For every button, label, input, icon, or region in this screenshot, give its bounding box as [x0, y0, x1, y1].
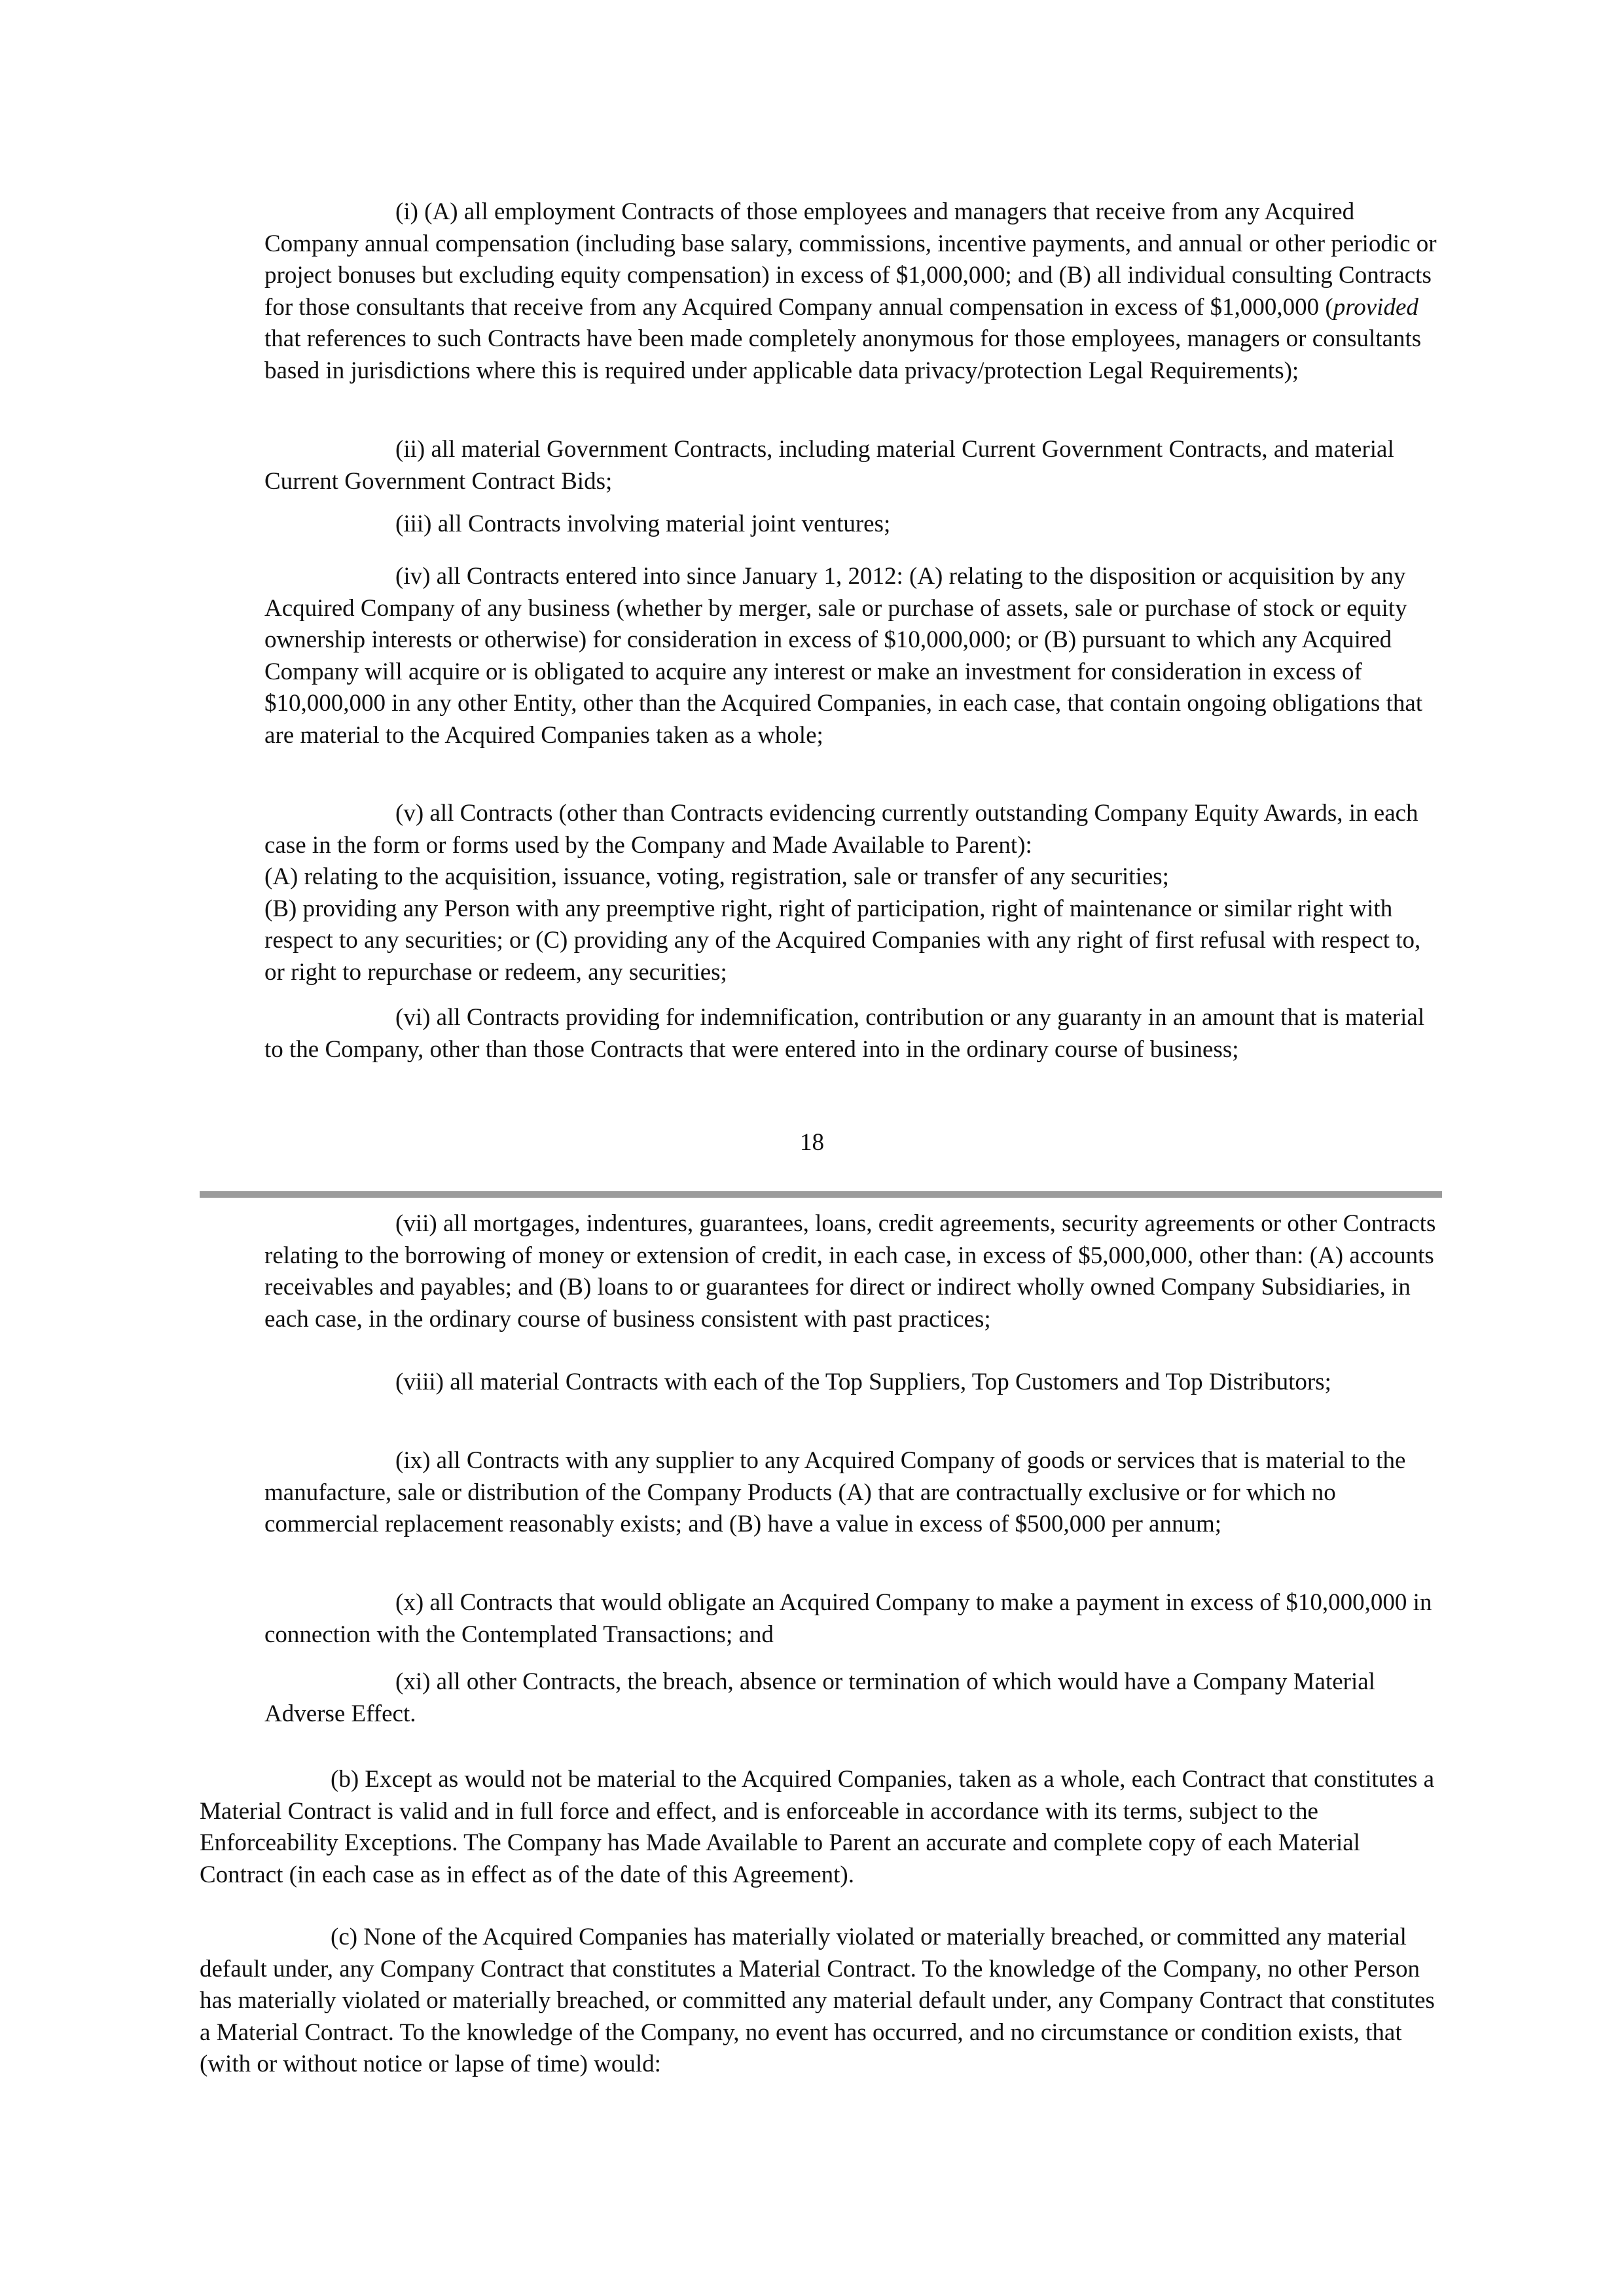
paragraph-b-text: (b) Except as would not be material to the Acquired Companies, taken as a whole, each Contract that constitutes a Material Contract is valid and in full force and effect, and is enforceable in accordance with its terms, subject to the Enforceability Exceptions. The Company has Made Available to Parent an accurate and complete copy of each Material Contract (in each case as in effect as of the date of this Agreement). — [200, 1766, 1435, 1888]
clause-i-text-a: (i) (A) all employment Contracts of those employees and managers that receive from any Acquired Company annual compensation (including base salary, commissions, incentive payments, and annual or other periodic or project bonuses but excluding equity compensation) in excess of $1,000,000; and (B) all individual consulting Contracts for those consultants that receive from any Acquired Company annual compensation in excess of $1,000,000 ( — [264, 198, 1437, 321]
clause-ix-text: (ix) all Contracts with any supplier to any Acquired Company of goods or services that is material to the manufacture, sale or distribution of the Company Products (A) that are contractually exclusive or for which no commercial replacement reasonably exists; and (B) have a value in excess of $500,000 per annum; — [264, 1447, 1406, 1537]
clause-iv-text: (iv) all Contracts entered into since January 1, 2012: (A) relating to the disposition or acquisition by any Acquired Company of any business (whether by merger, sale or purchase of assets, sale or purchase of stock or equity ownership interests or otherwise) for consideration in excess of $10,000,000; or (B) pursuant to which any Acquired Company will acquire or is obligated to acquire any interest or make an investment for consideration in excess of $10,000,000 in any other Entity, other than the Acquired Companies, in each case, that contain ongoing obligations that are material to the Acquired Companies taken as a whole; — [264, 563, 1423, 749]
clause-x — [264, 1587, 1443, 1651]
clause-v-line-1 — [264, 798, 1443, 861]
clause-viii-text: (viii) all material Contracts with each of the Top Suppliers, Top Customers and Top Distributors; — [395, 1369, 1331, 1395]
clause-i-text-b: that references to such Contracts have been made completely anonymous for those employees, managers or consultants based in jurisdictions where this is required under applicable data privacy/protection Legal Requirements); — [264, 325, 1422, 384]
clause-v-line-3: (B) providing any Person with any preemptive right, right of participation, right of maintenance or similar right with respect to any securities; or (C) providing any of the Acquired Companies with any right of first refusal with respect to, or right to repurchase or redeem, any securities; — [264, 895, 1421, 986]
clause-i — [264, 196, 1443, 387]
clause-vii-text: (vii) all mortgages, indentures, guarantees, loans, credit agreements, security agreements or other Contracts relating to the borrowing of money or extension of credit, in each case, in excess of $5,000,000, other than: (A) accounts receivables and payables; and (B) loans to or guarantees for direct or indirect wholly owned Company Subsidiaries, in each case, in the ordinary course of business consistent with past practices; — [264, 1210, 1436, 1333]
clause-xi — [264, 1666, 1443, 1730]
clause-vii — [264, 1208, 1443, 1335]
clause-x-text: (x) all Contracts that would obligate an Acquired Company to make a payment in excess of $10,000,000 in connection with the Contemplated Transactions; and — [264, 1589, 1432, 1648]
clause-ii — [264, 434, 1443, 497]
clause-iii — [264, 509, 1443, 541]
clause-i-italic: provided — [1333, 293, 1418, 321]
page-break-divider — [200, 1191, 1442, 1198]
clause-viii — [264, 1367, 1443, 1399]
paragraph-b — [200, 1764, 1443, 1891]
clause-iv — [264, 561, 1443, 751]
clause-iii-text: (iii) all Contracts involving material joint ventures; — [395, 511, 891, 537]
clause-xi-text: (xi) all other Contracts, the breach, absence or termination of which would have a Company Material Adverse Effect. — [264, 1668, 1375, 1727]
paragraph-c-text: (c) None of the Acquired Companies has materially violated or materially breached, or committed any material default under, any Company Contract that constitutes a Material Contract. To the knowledge of the Company, no other Person has materially violated or materially breached, or committed any material default under, any Company Contract that constitutes a Material Contract. To the knowledge of the Company, no event has occurred, and no circumstance or condition exists, that (with or without notice or lapse of time) would: — [200, 1924, 1435, 2077]
clause-v-line-2: (A) relating to the acquisition, issuance, voting, registration, sale or transfer of any securities; — [264, 863, 1169, 890]
clause-vi — [264, 1002, 1443, 1066]
clause-ii-text: (ii) all material Government Contracts, including material Current Government Contracts, and material Current Government Contract Bids; — [264, 436, 1394, 495]
clause-vi-text: (vi) all Contracts providing for indemnification, contribution or any guaranty in an amount that is material to the Company, other than those Contracts that were entered into in the ordinary course of business; — [264, 1004, 1425, 1063]
page-number: 18 — [800, 1129, 824, 1156]
clause-ix — [264, 1445, 1443, 1541]
clause-v — [264, 798, 1443, 988]
paragraph-c — [200, 1922, 1443, 2081]
clause-v-text-1: (v) all Contracts (other than Contracts evidencing currently outstanding Company Equity Awards, in each case in the form or forms used by the Company and Made Available to Parent): — [264, 800, 1418, 859]
